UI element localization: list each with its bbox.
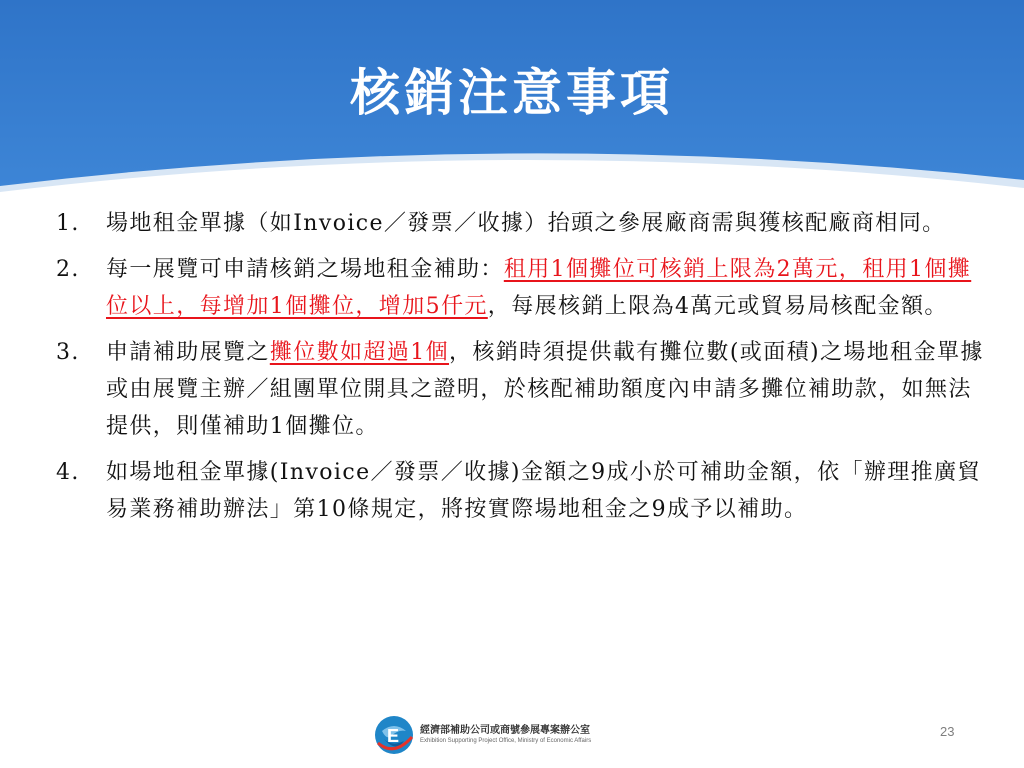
globe-logo-icon	[372, 713, 416, 757]
page-number: 23	[940, 724, 955, 739]
svg-text:E: E	[386, 726, 400, 746]
item-number: 4.	[56, 460, 80, 485]
item-text-segment: 每一展覽可申請核銷之場地租金補助：	[106, 257, 504, 282]
list-item	[56, 205, 991, 242]
slide-title: 核銷注意事項	[350, 63, 674, 122]
item-text	[106, 251, 991, 325]
org-name	[420, 724, 591, 746]
footer-logo	[372, 713, 591, 757]
item-text	[106, 334, 991, 445]
item-number: 3.	[56, 340, 80, 365]
org-name-cn: 經濟部補助公司或商號參展專案辦公室	[420, 725, 590, 736]
item-text-segment: ，每展核銷上限為4萬元或貿易局核配金額。	[487, 294, 948, 319]
notes-list	[56, 205, 991, 537]
item-text-segment: 如場地租金單據(Invoice／發票／收據)金額之9成小於可補助金額，依「辦理推廣貿易業務補助辦法」第10條規定，將按實際場地租金之9成予以補助。	[106, 460, 981, 522]
list-item	[56, 251, 991, 325]
item-text-segment: 申請補助展覽之	[106, 340, 270, 365]
item-number: 1.	[56, 211, 80, 236]
highlighted-text: 租用1個攤位可核銷上限為2萬元，租用1個攤位以上，每增加1個攤位，增加5仟元	[106, 257, 972, 319]
item-text-segment: 場地租金單據（如Invoice／發票／收據）抬頭之參展廠商需與獲核配廠商相同。	[106, 211, 946, 236]
org-name-en: Exhibition Supporting Project Office, Ministry of Economic Affairs	[420, 738, 592, 744]
item-text-segment: ，核銷時須提供載有攤位數(或面積)之場地租金單據或由展覽主辦／組團單位開具之證明，於核配補助額度內申請多攤位補助款，如無法提供，則僅補助1個攤位。	[106, 340, 984, 439]
item-number: 2.	[56, 257, 80, 282]
highlighted-text: 攤位數如超過1個	[269, 340, 450, 365]
item-text	[106, 454, 991, 528]
list-item	[56, 334, 991, 445]
item-text	[106, 205, 991, 242]
list-item	[56, 454, 991, 528]
